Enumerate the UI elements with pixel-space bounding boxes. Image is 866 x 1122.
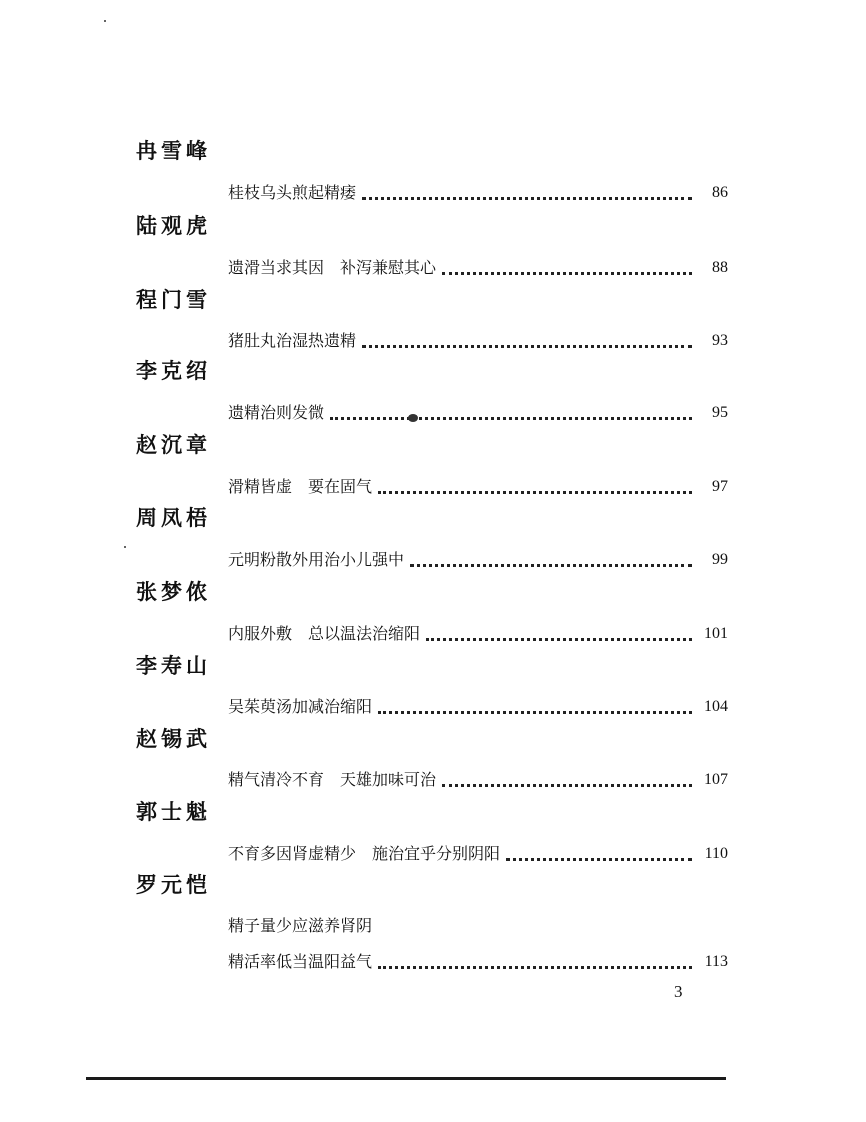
author-name: 郭士魁: [136, 799, 211, 824]
toc-entry[interactable]: [228, 255, 728, 279]
author-name: 程门雪: [136, 287, 211, 312]
toc-entry[interactable]: [228, 694, 728, 718]
entry-page-number: 110: [704, 845, 728, 862]
author-name: 冉雪峰: [136, 138, 211, 163]
dot-leader: [506, 858, 692, 861]
ink-speck: [124, 546, 126, 548]
dot-leader: [378, 491, 692, 494]
entry-page-number: 95: [712, 404, 728, 421]
entry-page-number: 99: [712, 551, 728, 568]
entry-page-number: 104: [704, 698, 728, 715]
entry-title: 元明粉散外用治小儿强中: [228, 550, 405, 569]
author-name: 李克绍: [136, 358, 211, 383]
toc-entry[interactable]: [228, 767, 728, 791]
page-number: 3: [674, 982, 683, 1001]
dot-leader: [426, 638, 692, 641]
author-name: 陆观虎: [136, 213, 211, 238]
entry-title: 不育多因肾虚精少 施治宜乎分别阴阳: [228, 844, 501, 863]
author-name: 罗元恺: [136, 872, 211, 897]
entry-title: 内服外敷 总以温法治缩阳: [228, 624, 421, 643]
dot-leader: [442, 272, 692, 275]
dot-leader: [378, 711, 692, 714]
dot-leader: [362, 197, 692, 200]
toc-entry[interactable]: [228, 180, 728, 204]
entry-page-number: 88: [712, 259, 728, 276]
author-name: 周凤梧: [136, 505, 211, 530]
author-name: 张梦侬: [136, 579, 211, 604]
entry-title: 桂枝乌头煎起精痿: [228, 183, 357, 202]
toc-entry[interactable]: [228, 913, 728, 937]
bottom-rule: [86, 1077, 726, 1080]
toc-entry[interactable]: [228, 841, 728, 865]
toc-entry[interactable]: [228, 400, 728, 424]
dot-leader: [330, 417, 692, 420]
entry-title: 猪肚丸治湿热遗精: [228, 331, 357, 350]
dot-leader: [410, 564, 692, 567]
entry-page-number: 107: [704, 771, 728, 788]
toc-entry[interactable]: [228, 328, 728, 352]
entry-page-number: 97: [712, 478, 728, 495]
entry-title: 滑精皆虚 要在固气: [228, 477, 373, 496]
entry-title: 精子量少应滋养肾阴: [228, 916, 373, 935]
entry-page-number: 101: [704, 625, 728, 642]
dot-leader: [362, 345, 692, 348]
toc-entry[interactable]: [228, 547, 728, 571]
author-name: 赵沉章: [136, 432, 211, 457]
entry-title: 吴茱萸汤加减治缩阳: [228, 697, 373, 716]
entry-title: 遗滑当求其因 补泻兼慰其心: [228, 258, 437, 277]
entry-page-number: 93: [712, 332, 728, 349]
dot-leader: [442, 784, 692, 787]
ink-speck: [408, 414, 418, 422]
entry-title: 精活率低当温阳益气: [228, 952, 373, 971]
entry-title: 精气清冷不育 天雄加味可治: [228, 770, 437, 789]
entry-title: 遗精治则发微: [228, 403, 325, 422]
author-name: 李寿山: [136, 653, 211, 678]
ink-speck: [104, 20, 106, 22]
author-name: 赵锡武: [136, 726, 211, 751]
entry-page-number: 86: [712, 184, 728, 201]
dot-leader: [378, 966, 692, 969]
toc-entry[interactable]: [228, 949, 728, 973]
toc-entry[interactable]: [228, 474, 728, 498]
entry-page-number: 113: [704, 953, 728, 970]
toc-entry[interactable]: [228, 621, 728, 645]
